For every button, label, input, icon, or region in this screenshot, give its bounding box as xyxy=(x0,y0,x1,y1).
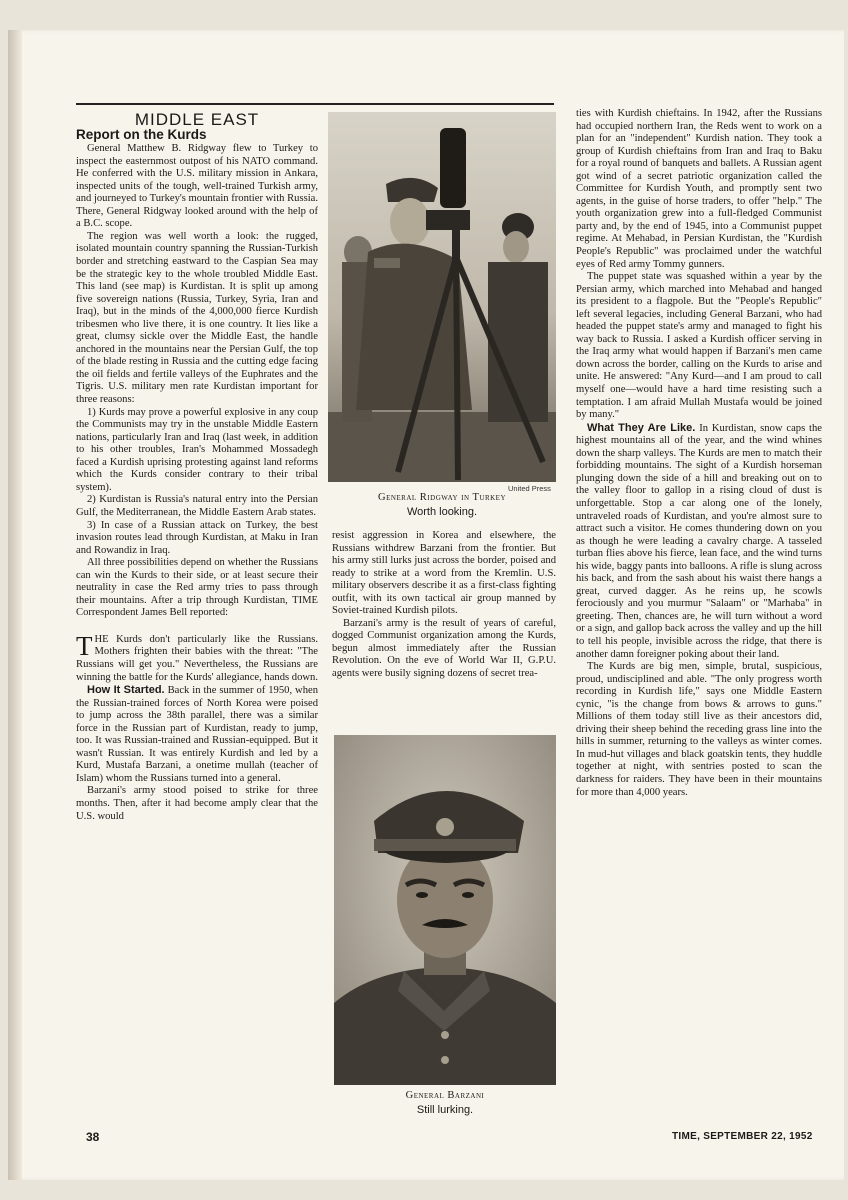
ridgway-caption-subtitle: Worth looking. xyxy=(406,506,478,518)
barzani-caption-title: General Barzani xyxy=(405,1090,485,1101)
paragraph: 1) Kurds may prove a powerful explosive in any coup the Communists may try in the unstable Middle Eastern nations, particularly Iran and Iraq (last week, in addition to his other troubles, Iran's Mohammed Mossadegh faced a Kurdish uprising protesting against land reforms which the Kurds consider contrary to their tribal system). xyxy=(76,406,318,493)
paragraph: All three possibilities depend on whether the Russians can win the Kurds to their side, or at least secure their neutrality in case the Red army tries to pass through their mountains. After a trip through Kurdistan, TIME Correspondent James Bell reported: xyxy=(76,557,318,619)
subhead-what-they-are-like: What They Are Like. xyxy=(587,421,696,434)
barzani-photo xyxy=(334,735,556,1085)
paragraph: 3) In case of a Russian attack on Turkey, the best invasion routes lead through Kurdistan, at Maku in Iran and Rowandiz in Iraq. xyxy=(76,519,318,556)
section-title: MIDDLE EAST xyxy=(134,110,260,129)
paragraph: THE Kurds don't particularly like the Russians. Mothers frighten their babies with the threat: "The Russians will get you." Nevertheless, the Russians are winning the battle for the Kurds' allegiance, hands down. xyxy=(76,630,318,683)
middle-column xyxy=(332,530,556,681)
right-column xyxy=(576,108,822,799)
ridgway-caption-title: General Ridgway in Turkey xyxy=(377,492,507,503)
barzani-photo-image xyxy=(334,735,556,1085)
ridgway-photo-image xyxy=(328,112,556,482)
paragraph: The region was well worth a look: the rugged, isolated mountain country spanning the Russian-Turkish border and stretching eastward to the Caspian Sea may be the strategic key to the whole troubled Middle East. This land (see map) is Kurdistan. It is split up among five sovereign nations (Russia, Turkey, Syria, Iran and Iraq), but in the minds of the 4,000,000 fierce Kurdish tribesmen who live there, it is one country. It lies like a great, clumsy sickle over the Middle East, the handle anchored in the mountains near the Persian Gulf, the top of the blade resting in Russia and the cutting edge facing the oil fields and fertile valleys of the Euphrates and the Tigris. U.S. military men rate Kurdistan important for three reasons: xyxy=(76,230,318,406)
paragraph: Barzani's army is the result of years of careful, dogged Communist organization among the Kurds, begun almost immediately after the Russian Revolution. On the eve of World War II, G.P.U. agents were busily signing dozens of secret trea- xyxy=(332,617,556,680)
article-headline: Report on the Kurds xyxy=(76,126,207,142)
left-column xyxy=(76,106,318,823)
paragraph: General Matthew B. Ridgway flew to Turkey to inspect the easternmost outpost of his NATO command. He conferred with the U.S. military mission in Ankara, inspected units of the tough, well-trained Turkish army, and journeyed to Turkey's mountain frontier with Russia. There, General Ridgway looked around with the help of a B.C. scope. xyxy=(76,143,319,230)
ridgway-photo xyxy=(328,112,556,482)
paragraph: How It Started. Back in the summer of 1950, when the Russian-trained forces of North Korea were poised to jump across the 38th parallel, there was a similar force in the Russian part of Kurdistan, ready to jump, too. It was Russian-trained and Russian-equipped. But it wasn't Russian. It was entirely Kurdish and led by a Kurd, Mustafa Barzani, a onetime mullah (teacher of Islam) whom the Russians turned into a general. xyxy=(76,684,318,784)
page-spine xyxy=(8,30,22,1180)
drop-cap: T xyxy=(76,630,93,661)
issue-date: TIME, SEPTEMBER 22, 1952 xyxy=(672,1131,813,1142)
barzani-caption-subtitle: Still lurking. xyxy=(416,1104,474,1116)
subhead-how-it-started: How It Started. xyxy=(87,684,165,697)
paragraph: The puppet state was squashed within a year by the Persian army, which marched into Mehabad and hanged its president to a flagpole. But the "People's Republic" left several legacies, including General Barzani, who had headed the puppet state's army and managed to fight his way back to Russia. I asked a Kurdish officer serving in the Iraq army what would happen if Barzani's men came down across the border, calling on the Kurds to arise and unite. He answered: "Any Kurd—and I am proud to call myself one—would have a hard time resisting such a temptation. I am afraid Mullah Mustafa would be joined by many." xyxy=(576,271,822,421)
paragraph: resist aggression in Korea and elsewhere, the Russians withdrew Barzani from the frontier. But his army still lurks just across the border, poised and ready to strike at a word from the Kremlin. U.S. military observers describe it as a first-class fighting outfit, with its own tactical air group manned by Soviet-trained Kurdish pilots. xyxy=(332,530,556,617)
paragraph: 2) Kurdistan is Russia's natural entry into the Persian Gulf, the Mediterranean, the Middle Eastern Arab states. xyxy=(76,494,318,518)
paragraph: Barzani's army stood poised to strike for three months. Then, after it had become amply clear that the U.S. would xyxy=(76,785,318,822)
photo-credit: United Press xyxy=(508,484,551,493)
page-number: 38 xyxy=(86,1130,100,1144)
section-rule xyxy=(76,103,554,105)
paragraph: The Kurds are big men, simple, brutal, suspicious, proud, undisciplined and able. "The only progress worth recording in Kurdish life," says one Middle Eastern cynic, "is the change from bows & arrows to guns." Millions of them today still live as their ancestors did, driving their sheep behind the receding grass line into the hills in summer, returning to the valleys as winter comes. In mud-hut villages and black goatskin tents, they huddle together at night, with sentries posted to scan the darkness for raiders. They have been in their mountains for more than 4,000 years. xyxy=(576,661,822,798)
paragraph: ties with Kurdish chieftains. In 1942, after the Russians had occupied northern Iran, the Reds went to work on a plan for an "independent" Kurdish nation. They took a group of Kurdish chieftains from Iran and Iraq to Baku for a royal round of banquets and ballets. A Russian agent got wind of a secret patriotic organization called the Committee for Kurdish Youth, and promptly sent two agents, in the guise of horse traders, to offer "help." The youth organization grew into a full-fledged Communist party and, by the end of 1945, into a Communist puppet regime. At Mehabad, in Persian Kurdistan, the "Kurdish People's Republic" was proclaimed under the watchful eyes of Red army Tommy gunners. xyxy=(576,108,822,270)
paragraph: What They Are Like. In Kurdistan, snow caps the highest mountains all of the year, and the wind whines down the sharp valleys. The Kurds are men to match their forbidding mountains. The sight of a Kurdish horseman plunging down the side of a hill and breaking out on to the valley floor to gallop in a rising cloud of dust is unforgettable. Stop a car along one of the lonely, untraveled roads of Kurdistan, and you're almost sure to attract such a visitor. He comes thundering down on you as though he were leading a cavalry charge. A tasseled turban flies above his fierce, lean face, and the wind turns his wide, baggy pants into balloons. A rifle is slung across his back, and from the sash about his waist there hangs a great, curved dagger. As he reins up, he scowls ferociously and you murmur "Salaam" or "Marhaba" in greeting. Then, chances are, he will turn without a word or a sign, and gallop back across the valley and up the hill to tell his people, invisible across the ridge, that there is another damn foreigner poking about their land. xyxy=(576,421,822,660)
